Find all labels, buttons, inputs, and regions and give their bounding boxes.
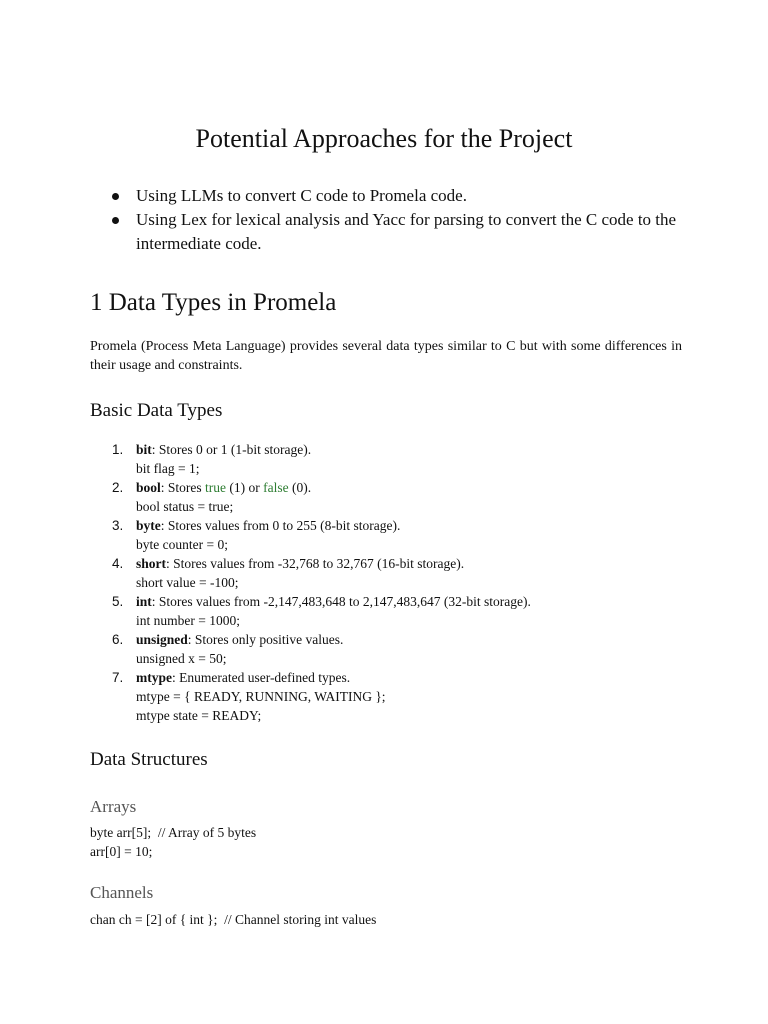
type-description: : Stores only positive values. — [187, 632, 344, 647]
section-heading: 1 Data Types in Promela — [90, 289, 337, 316]
type-example: byte counter = 0; — [136, 537, 228, 552]
type-term: unsigned — [136, 632, 188, 647]
list-item — [112, 516, 672, 554]
type-term: mtype — [136, 670, 172, 685]
bullet-icon — [112, 193, 119, 200]
type-example: int number = 1000; — [136, 613, 240, 628]
type-term: bool — [136, 480, 161, 495]
code-line: byte arr[5]; // Array of 5 bytes — [90, 825, 257, 840]
item-number: 2. — [112, 480, 124, 495]
list-item — [112, 478, 672, 516]
list-item — [112, 554, 672, 592]
item-number: 6. — [112, 632, 124, 647]
code-line: chan ch = [2] of { int }; // Channel storing int values — [90, 912, 377, 927]
intro-paragraph: Promela (Process Meta Language) provides several data types similar to C but with some differences in their usage and constraints. — [90, 339, 682, 373]
type-term: byte — [136, 518, 161, 533]
type-term: int — [136, 594, 152, 609]
type-description: : Stores values from -2,147,483,648 to 2,147,483,647 (32-bit storage). — [151, 594, 531, 609]
arrays-code-block — [90, 823, 256, 861]
type-example: unsigned x = 50; — [136, 651, 227, 666]
code-line: arr[0] = 10; — [90, 844, 153, 859]
document-title: Potential Approaches for the Project — [195, 124, 573, 153]
list-item — [112, 668, 672, 725]
type-description: : Enumerated user-defined types. — [172, 670, 351, 685]
type-example: short value = -100; — [136, 575, 239, 590]
list-item — [112, 630, 672, 668]
type-example: bool status = true; — [136, 499, 234, 514]
type-example: bit flag = 1; — [136, 461, 200, 476]
data-structures-heading: Data Structures — [90, 749, 208, 770]
type-description: : Stores 0 or 1 (1-bit storage). — [151, 442, 312, 457]
type-term: bit — [136, 442, 152, 457]
list-item — [112, 440, 672, 478]
type-description: : Stores values from -32,768 to 32,767 (16-bit storage). — [166, 556, 465, 571]
approaches-list — [112, 184, 692, 256]
false-keyword: false — [263, 480, 289, 495]
type-description: (0). — [288, 480, 312, 495]
basic-types-list — [112, 440, 672, 725]
arrays-heading: Arrays — [90, 797, 137, 816]
type-example: mtype state = READY; — [136, 708, 262, 723]
item-number: 5. — [112, 594, 124, 609]
channels-heading: Channels — [90, 883, 154, 902]
approach-text: Using Lex for lexical analysis and Yacc for parsing to convert the C code to the intermediate code. — [136, 210, 677, 253]
approach-text: Using LLMs to convert C code to Promela code. — [136, 186, 467, 205]
basic-types-heading: Basic Data Types — [90, 400, 223, 421]
type-example: mtype = { READY, RUNNING, WAITING }; — [136, 689, 386, 704]
type-description: (1) or — [226, 480, 264, 495]
list-item — [112, 208, 692, 256]
type-description: : Stores values from 0 to 255 (8-bit storage). — [160, 518, 401, 533]
channels-code-block — [90, 910, 376, 929]
item-number: 3. — [112, 518, 124, 533]
list-item — [112, 592, 672, 630]
item-number: 7. — [112, 670, 124, 685]
type-description: : Stores — [160, 480, 206, 495]
item-number: 1. — [112, 442, 124, 457]
list-item — [112, 184, 692, 208]
true-keyword: true — [205, 480, 227, 495]
type-term: short — [136, 556, 166, 571]
bullet-icon — [112, 217, 119, 224]
item-number: 4. — [112, 556, 124, 571]
